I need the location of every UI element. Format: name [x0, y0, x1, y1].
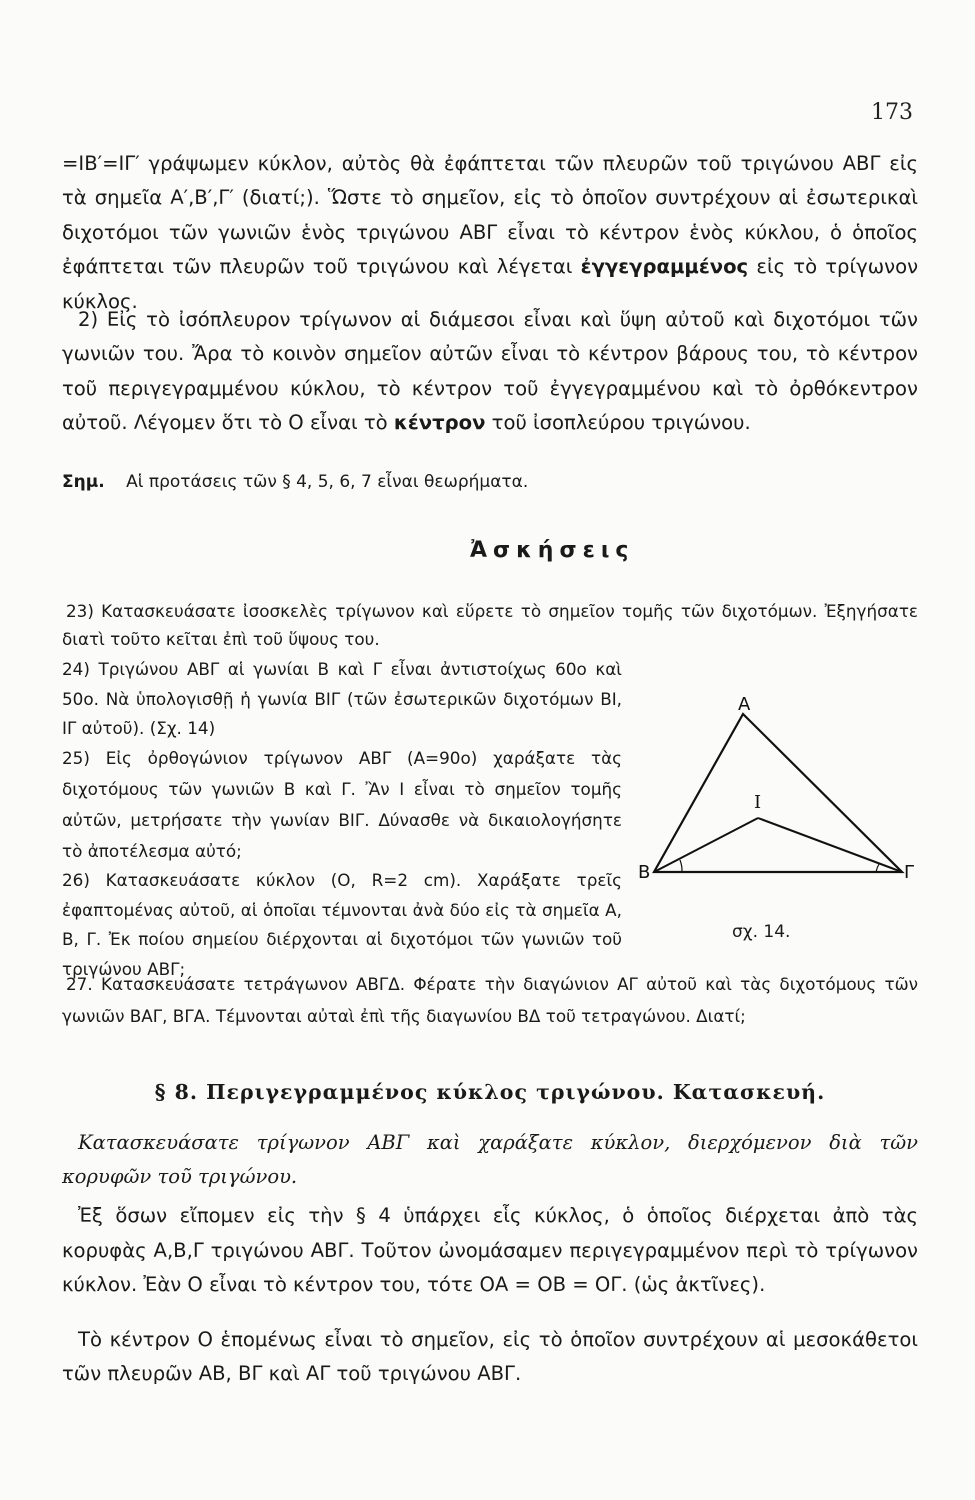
- vertex-label-a: Α: [738, 694, 751, 715]
- exercise-27: [62, 969, 918, 1032]
- problem-statement-text: Κατασκευάσατε τρίγωνον ΑΒΓ καὶ χαράξατε κύκλον, διερχόμενον διὰ τῶν κορυφῶν τοῦ τριγώνου.: [62, 1131, 918, 1188]
- exercise-24-text: 24) Τριγώνου ΑΒΓ αἱ γωνίαι Β καὶ Γ εἶναι ἀντιστοίχως 60ο καὶ 50ο. Νὰ ὑπολογισθῇ ἡ γωνία ΒΙΓ (τῶν ἐσωτερικῶν διχοτόμων ΒΙ, ΙΓ αὐτοῦ). (Σχ. 14): [62, 659, 622, 738]
- exercise-25-text: 25) Εἰς ὀρθογώνιον τρίγωνον ΑΒΓ (Α=90ο) χαράξατε τὰς διχοτόμους τῶν γωνιῶν Β καὶ Γ. Ἂν Ι εἶναι τὸ σημεῖον τομῆς αὐτῶν, μετρήσατε τὴν γωνίαν ΒΙΓ. Δύνασθε νὰ δικαιολογήσητε τὸ ἀποτέλεσμα αὐτό;: [62, 748, 622, 861]
- note-label: Σημ.: [62, 472, 105, 492]
- vertex-label-b: Β: [638, 862, 651, 883]
- paragraph-incircle: [62, 147, 918, 319]
- para4-text: Τὸ κέντρον Ο ἑπομένως εἶναι τὸ σημεῖον, εἰς τὸ ὁποῖον συντρέχουν αἱ μεσοκάθετοι τῶν πλευρῶν ΑΒ, ΒΓ καὶ ΑΓ τοῦ τριγώνου ΑΒΓ.: [62, 1328, 918, 1385]
- incenter-label-i: Ι: [754, 792, 762, 813]
- exercise-25: [62, 743, 622, 867]
- section-title: § 8. Περιγεγραμμένος κύκλος τριγώνου. Κατασκευή.: [154, 1080, 826, 1104]
- para1-end: εἰς τὸ τρίγωνον κύκλος.: [62, 255, 919, 313]
- exercise-27-text: 27. Κατασκευάσατε τετράγωνον ΑΒΓΔ. Φέρατε τὴν διαγώνιον ΑΓ αὐτοῦ καὶ τὰς διχοτόμους τῶν γωνιῶν ΒΑΓ, ΒΓΑ. Τέμνονται αὐταὶ ἐπὶ τῆς διαγωνίου ΒΔ τοῦ τετραγώνου. Διατί;: [62, 974, 918, 1026]
- para2-text: 2) Εἰς τὸ ἰσόπλευρον τρίγωνον αἱ διάμεσοι εἶναι καὶ ὕψη αὐτοῦ καὶ διχοτόμοι τῶν γωνιῶν του. Ἄρα τὸ κοινὸν σημεῖον αὐτῶν εἶναι τὸ κέντρον βάρους του, τὸ κέντρον τοῦ περιγεγραμμένου κύκλου, τὸ κέντρον τοῦ ἐγγεγραμμένου καὶ τὸ ὀρθόκεντρον αὐτοῦ. Λέγομεν ὅτι τὸ Ο εἶναι τὸ: [62, 308, 918, 435]
- bisector-g: [758, 818, 902, 872]
- para1-text: =IB′=IΓ′ γράψωμεν κύκλον, αὐτὸς θὰ ἐφάπτεται τῶν πλευρῶν τοῦ τριγώνου ΑΒΓ εἰς τὰ σημεῖα Α′,Β′,Γ′ (διατί;). Ὥστε τὸ σημεῖον, εἰς τὸ ὁποῖον συντρέχουν αἱ ἐσωτερικαὶ διχοτόμοι τῶν γωνιῶν ἑνὸς τριγώνου ΑΒΓ εἶναι τὸ κέντρον ἑνὸς κύκλου, ὁ ὁποῖος ἐφάπτεται τῶν πλευρῶν τοῦ τριγώνου καὶ λέγεται: [62, 152, 918, 279]
- para3-text: Ἐξ ὅσων εἴπομεν εἰς τὴν § 4 ὑπάρχει εἷς κύκλος, ὁ ὁποῖος διέρχεται ἀπὸ τὰς κορυφὰς Α,Β,Γ τριγώνου ΑΒΓ. Τοῦτον ὠνομάσαμεν περιγεγραμμένον περὶ τὸ τρίγωνον κύκλον. Ἐὰν Ο εἶναι τὸ κέντρον του, τότε ΟΑ = ΟΒ = ΟΓ. (ὡς ἀκτῖνες).: [62, 1204, 918, 1296]
- section-8-heading: [62, 1080, 918, 1104]
- exercise-26: [62, 866, 622, 984]
- figure-caption: σχ. 14.: [732, 922, 791, 942]
- triangle-abg: [654, 714, 902, 872]
- angle-mark-b: [680, 860, 682, 872]
- exercises-heading: Ἀσκήσεις: [470, 538, 635, 563]
- para2-bold-term: κέντρον: [393, 411, 486, 435]
- para1-bold-term: ἐγγεγραμμένος: [580, 255, 749, 279]
- paragraph-center: [62, 1323, 918, 1391]
- problem-statement: [62, 1126, 918, 1194]
- exercise-23: [62, 597, 918, 653]
- note: [62, 468, 918, 496]
- angle-mark-g: [876, 864, 879, 872]
- exercise-26-text: 26) Κατασκευάσατε κύκλον (Ο, R=2 cm). Χαράξατε τρεῖς ἐφαπτομένας αὐτοῦ, αἱ ὁποῖαι τέμνονται ἀνὰ δύο εἰς τὰ σημεῖα Α, Β, Γ. Ἐκ ποίου σημείου διέρχονται αἱ διχοτόμοι τῶν γωνιῶν τοῦ τριγώνου ΑΒΓ;: [62, 870, 622, 979]
- para2-end: τοῦ ἰσοπλεύρου τριγώνου.: [491, 411, 751, 435]
- exercise-23-text: 23) Κατασκευάσατε ἰσοσκελὲς τρίγωνον καὶ εὕρετε τὸ σημεῖον τομῆς τῶν διχοτόμων. Ἐξηγήσατε διατὶ τοῦτο κεῖται ἐπὶ τοῦ ὕψους του.: [62, 601, 918, 649]
- paragraph-equilateral: [62, 303, 918, 441]
- paragraph-circumcircle: [62, 1199, 918, 1303]
- vertex-label-g: Γ: [904, 862, 915, 883]
- exercise-24: [62, 655, 622, 744]
- figure-14-triangle: [630, 690, 930, 895]
- note-text: Αἱ προτάσεις τῶν § 4, 5, 6, 7 εἶναι θεωρήματα.: [126, 472, 529, 492]
- page-number: 173: [871, 100, 913, 125]
